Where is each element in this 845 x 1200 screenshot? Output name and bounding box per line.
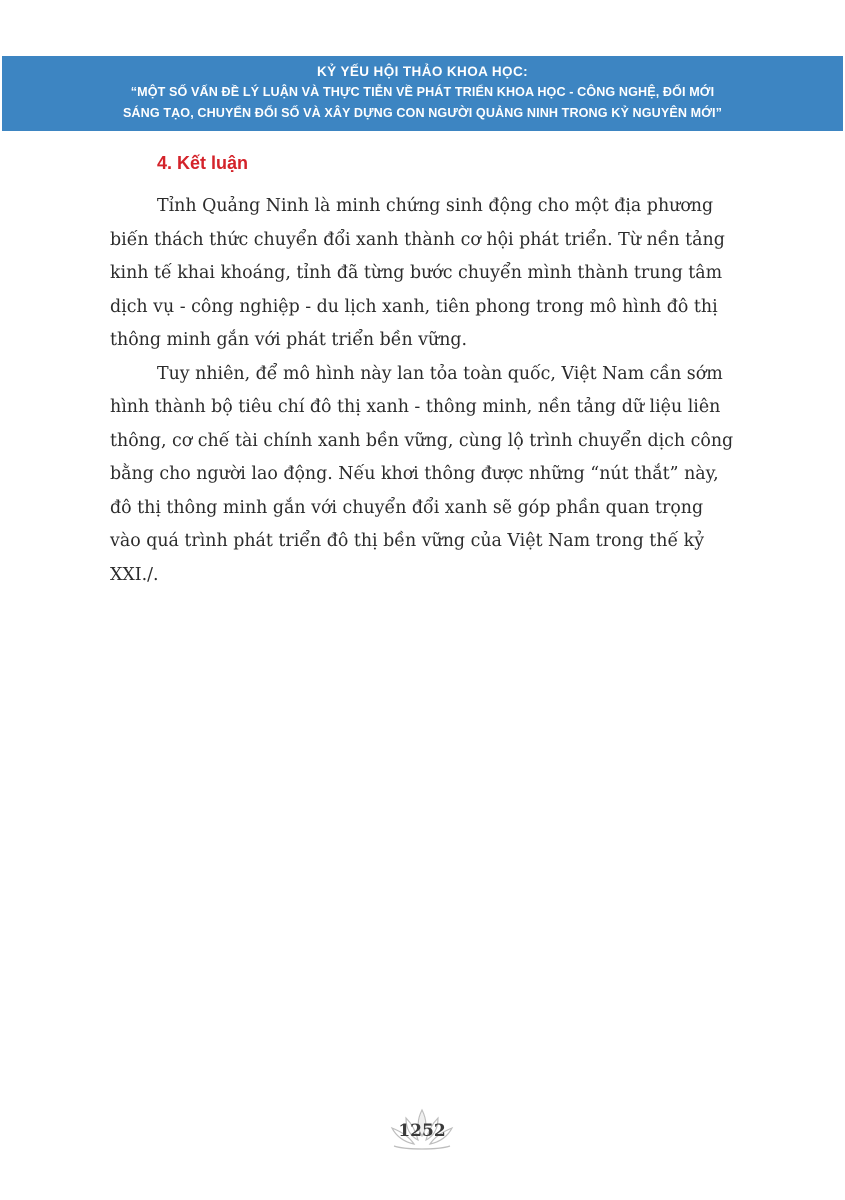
section-title: 4. Kết luận [157, 153, 249, 173]
header-line-1: KỶ YẾU HỘI THẢO KHOA HỌC: [316, 64, 528, 79]
header-line-2: “MỘT SỐ VẤN ĐỀ LÝ LUẬN VÀ THỰC TIỄN VỀ PHÁT TRIỂN KHOA HỌC - CÔNG NGHỆ, ĐỔI MỚI [130, 85, 715, 99]
paragraph-1: Tỉnh Quảng Ninh là minh chứng sinh động cho một địa phương biến thách thức chuyển đổi xanh thành cơ hội phát triển. Từ nền tảng kinh tế khai khoáng, tỉnh đã từng bước chuyển mình thành trung tâm dịch vụ - công nghiệp - du lịch xanh, tiên phong trong mô hình đô thị thông minh gắn với phát triển bền vững. [110, 196, 725, 350]
paragraph-2: Tuy nhiên, để mô hình này lan tỏa toàn quốc, Việt Nam cần sớm hình thành bộ tiêu chí đô thị xanh - thông minh, nền tảng dữ liệu liên thông, cơ chế tài chính xanh bền vững, cùng lộ trình chuyển dịch công bằng cho người lao động. Nếu khơi thông được những “nút thắt” này, đô thị thông minh gắn với chuyển đổi xanh sẽ góp phần quan trọng vào quá trình phát triển đô thị bền vững của Việt Nam trong thế kỷ XXI./. [110, 363, 734, 585]
journal-header-band [2, 56, 843, 131]
body-text [110, 190, 738, 592]
header-line-3: SÁNG TẠO, CHUYỂN ĐỔI SỐ VÀ XÂY DỰNG CON NGƯỜI QUẢNG NINH TRONG KỶ NGUYÊN MỚI” [122, 106, 723, 120]
page-number: 1252 [398, 1121, 446, 1141]
